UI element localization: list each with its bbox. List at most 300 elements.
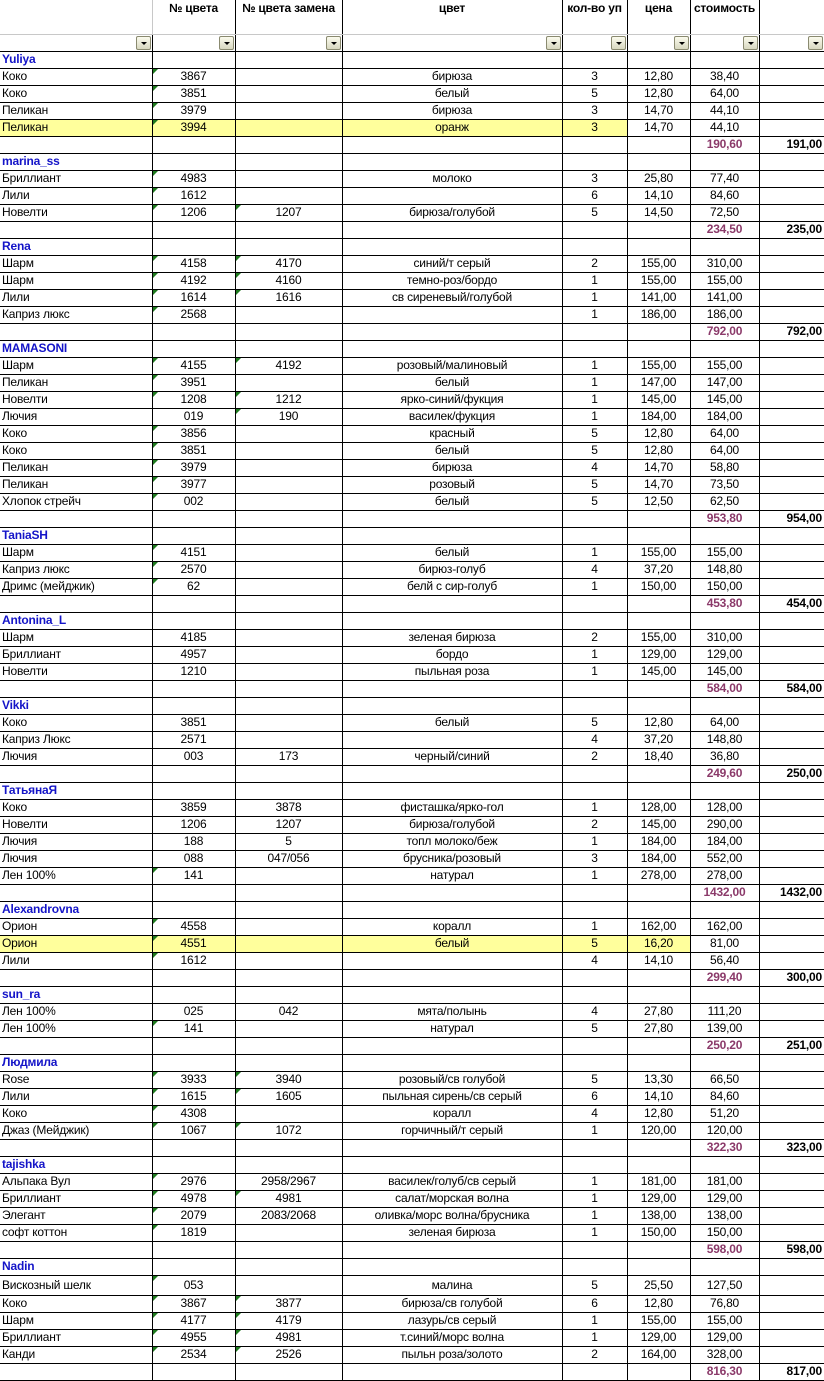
empty-cell[interactable]: [690, 340, 759, 357]
empty-cell[interactable]: [627, 884, 690, 901]
cell-quantity[interactable]: 1: [562, 867, 627, 884]
cell-color[interactable]: бордо: [342, 646, 562, 663]
cell-cost[interactable]: 38,40: [690, 68, 759, 85]
cell-color[interactable]: черный/синий: [342, 748, 562, 765]
empty-cell[interactable]: [562, 1037, 627, 1054]
empty-cell[interactable]: [562, 136, 627, 153]
cell-cost[interactable]: 145,00: [690, 391, 759, 408]
cell-price[interactable]: 12,80: [627, 68, 690, 85]
cell-color-number[interactable]: 3867: [152, 1295, 235, 1312]
empty-cell[interactable]: [152, 340, 235, 357]
cell-color-number[interactable]: 1612: [152, 187, 235, 204]
cell-price[interactable]: 164,00: [627, 1346, 690, 1363]
empty-cell[interactable]: [152, 323, 235, 340]
cell-cost[interactable]: 155,00: [690, 272, 759, 289]
cell-quantity[interactable]: 5: [562, 714, 627, 731]
cell-quantity[interactable]: 2: [562, 816, 627, 833]
cell-replacement-number[interactable]: [235, 306, 342, 323]
cell-cost[interactable]: 150,00: [690, 1224, 759, 1241]
cell-rounded-total[interactable]: [759, 867, 824, 884]
cell-cost[interactable]: 127,50: [690, 1275, 759, 1295]
cell-color-number[interactable]: 025: [152, 1003, 235, 1020]
cell-fabric[interactable]: Коко: [0, 1105, 152, 1122]
cell-color-number[interactable]: 1612: [152, 952, 235, 969]
customer-name[interactable]: tajishka: [0, 1156, 152, 1173]
empty-cell[interactable]: [152, 1258, 235, 1275]
empty-cell[interactable]: [152, 153, 235, 170]
cell-replacement-number[interactable]: [235, 1020, 342, 1037]
cell-cost[interactable]: 184,00: [690, 408, 759, 425]
cell-color[interactable]: пыльная роза: [342, 663, 562, 680]
empty-cell[interactable]: [759, 527, 824, 544]
cell-color[interactable]: розовый: [342, 476, 562, 493]
cell-rounded-total[interactable]: [759, 255, 824, 272]
cell-rounded-total[interactable]: [759, 442, 824, 459]
filter-dropdown-button[interactable]: [219, 36, 234, 50]
cell-cost[interactable]: 155,00: [690, 544, 759, 561]
cell-rounded-total[interactable]: [759, 476, 824, 493]
cell-replacement-number[interactable]: [235, 493, 342, 510]
cell-rounded-total[interactable]: [759, 1088, 824, 1105]
cell-rounded-total[interactable]: [759, 1020, 824, 1037]
empty-cell[interactable]: [562, 323, 627, 340]
empty-cell[interactable]: [235, 697, 342, 714]
cell-color[interactable]: [342, 952, 562, 969]
empty-cell[interactable]: [627, 612, 690, 629]
cell-replacement-number[interactable]: 4192: [235, 357, 342, 374]
group-total-cost[interactable]: 598,00: [690, 1241, 759, 1258]
cell-color[interactable]: мята/полынь: [342, 1003, 562, 1020]
cell-color[interactable]: брусника/розовый: [342, 850, 562, 867]
cell-quantity[interactable]: 4: [562, 1105, 627, 1122]
cell-color-number[interactable]: 1208: [152, 391, 235, 408]
cell-price[interactable]: 150,00: [627, 578, 690, 595]
cell-fabric[interactable]: Шарм: [0, 272, 152, 289]
empty-cell[interactable]: [0, 884, 152, 901]
cell-color-number[interactable]: 1819: [152, 1224, 235, 1241]
cell-color-number[interactable]: 2079: [152, 1207, 235, 1224]
customer-name[interactable]: MAMASONI: [0, 340, 152, 357]
customer-name[interactable]: Yuliya: [0, 51, 152, 68]
cell-quantity[interactable]: 1: [562, 799, 627, 816]
empty-cell[interactable]: [690, 1156, 759, 1173]
cell-replacement-number[interactable]: [235, 731, 342, 748]
empty-cell[interactable]: [342, 51, 562, 68]
group-rounded-total[interactable]: 191,00: [759, 136, 824, 153]
empty-cell[interactable]: [152, 1139, 235, 1156]
cell-color[interactable]: бирюза: [342, 68, 562, 85]
empty-cell[interactable]: [342, 510, 562, 527]
empty-cell[interactable]: [690, 697, 759, 714]
cell-color-number[interactable]: 4192: [152, 272, 235, 289]
cell-replacement-number[interactable]: [235, 935, 342, 952]
cell-color[interactable]: малина: [342, 1275, 562, 1295]
empty-cell[interactable]: [235, 1139, 342, 1156]
cell-cost[interactable]: 139,00: [690, 1020, 759, 1037]
cell-color[interactable]: белый: [342, 544, 562, 561]
cell-color-number[interactable]: 3979: [152, 459, 235, 476]
cell-fabric[interactable]: Лючия: [0, 748, 152, 765]
empty-cell[interactable]: [152, 221, 235, 238]
cell-cost[interactable]: 147,00: [690, 374, 759, 391]
cell-rounded-total[interactable]: [759, 1329, 824, 1346]
cell-color-number[interactable]: 4185: [152, 629, 235, 646]
cell-cost[interactable]: 552,00: [690, 850, 759, 867]
cell-cost[interactable]: 111,20: [690, 1003, 759, 1020]
cell-price[interactable]: 129,00: [627, 1190, 690, 1207]
cell-color-number[interactable]: 1614: [152, 289, 235, 306]
empty-cell[interactable]: [562, 612, 627, 629]
cell-replacement-number[interactable]: 1207: [235, 816, 342, 833]
empty-cell[interactable]: [235, 1156, 342, 1173]
cell-color-number[interactable]: 3851: [152, 85, 235, 102]
group-total-cost[interactable]: 250,20: [690, 1037, 759, 1054]
cell-color[interactable]: пыльн роза/золото: [342, 1346, 562, 1363]
cell-fabric[interactable]: Альпака Вул: [0, 1173, 152, 1190]
cell-fabric[interactable]: Новелти: [0, 663, 152, 680]
empty-cell[interactable]: [235, 782, 342, 799]
empty-cell[interactable]: [690, 901, 759, 918]
cell-color[interactable]: ярко-синий/фукция: [342, 391, 562, 408]
cell-fabric[interactable]: Rose: [0, 1071, 152, 1088]
empty-cell[interactable]: [562, 595, 627, 612]
cell-cost[interactable]: 76,80: [690, 1295, 759, 1312]
cell-quantity[interactable]: 1: [562, 578, 627, 595]
cell-quantity[interactable]: 2: [562, 748, 627, 765]
group-rounded-total[interactable]: 1432,00: [759, 884, 824, 901]
empty-cell[interactable]: [235, 153, 342, 170]
cell-color-number[interactable]: 4551: [152, 935, 235, 952]
empty-cell[interactable]: [627, 136, 690, 153]
cell-color[interactable]: белый: [342, 935, 562, 952]
empty-cell[interactable]: [627, 340, 690, 357]
cell-replacement-number[interactable]: [235, 119, 342, 136]
empty-cell[interactable]: [152, 1054, 235, 1071]
cell-cost[interactable]: 73,50: [690, 476, 759, 493]
cell-color[interactable]: бирюза/голубой: [342, 204, 562, 221]
cell-price[interactable]: 155,00: [627, 255, 690, 272]
cell-rounded-total[interactable]: [759, 1122, 824, 1139]
cell-price[interactable]: 155,00: [627, 544, 690, 561]
cell-quantity[interactable]: 3: [562, 68, 627, 85]
cell-cost[interactable]: 77,40: [690, 170, 759, 187]
empty-cell[interactable]: [235, 765, 342, 782]
cell-rounded-total[interactable]: [759, 748, 824, 765]
cell-price[interactable]: 14,70: [627, 102, 690, 119]
cell-price[interactable]: 12,80: [627, 442, 690, 459]
cell-rounded-total[interactable]: [759, 935, 824, 952]
group-rounded-total[interactable]: 235,00: [759, 221, 824, 238]
group-total-cost[interactable]: 249,60: [690, 765, 759, 782]
cell-replacement-number[interactable]: [235, 459, 342, 476]
cell-price[interactable]: 12,80: [627, 1105, 690, 1122]
empty-cell[interactable]: [235, 1363, 342, 1380]
empty-cell[interactable]: [152, 765, 235, 782]
empty-cell[interactable]: [627, 1037, 690, 1054]
cell-rounded-total[interactable]: [759, 170, 824, 187]
cell-color[interactable]: белй с сир-голуб: [342, 578, 562, 595]
cell-rounded-total[interactable]: [759, 561, 824, 578]
cell-fabric[interactable]: Бриллиант: [0, 1329, 152, 1346]
empty-cell[interactable]: [235, 680, 342, 697]
cell-price[interactable]: 155,00: [627, 357, 690, 374]
cell-quantity[interactable]: 5: [562, 425, 627, 442]
cell-rounded-total[interactable]: [759, 1173, 824, 1190]
cell-rounded-total[interactable]: [759, 663, 824, 680]
empty-cell[interactable]: [152, 595, 235, 612]
empty-cell[interactable]: [627, 1054, 690, 1071]
cell-quantity[interactable]: 4: [562, 731, 627, 748]
cell-price[interactable]: 16,20: [627, 935, 690, 952]
cell-color-number[interactable]: 62: [152, 578, 235, 595]
empty-cell[interactable]: [235, 221, 342, 238]
cell-fabric[interactable]: Джаз (Мейджик): [0, 1122, 152, 1139]
empty-cell[interactable]: [342, 969, 562, 986]
empty-cell[interactable]: [627, 697, 690, 714]
cell-fabric[interactable]: Вискозный шелк: [0, 1275, 152, 1295]
cell-price[interactable]: 128,00: [627, 799, 690, 816]
cell-rounded-total[interactable]: [759, 1003, 824, 1020]
empty-cell[interactable]: [627, 1156, 690, 1173]
cell-color[interactable]: бирюза/голубой: [342, 816, 562, 833]
empty-cell[interactable]: [152, 782, 235, 799]
cell-quantity[interactable]: 2: [562, 629, 627, 646]
cell-cost[interactable]: 128,00: [690, 799, 759, 816]
group-rounded-total[interactable]: 584,00: [759, 680, 824, 697]
cell-cost[interactable]: 56,40: [690, 952, 759, 969]
empty-cell[interactable]: [152, 1363, 235, 1380]
empty-cell[interactable]: [759, 238, 824, 255]
cell-replacement-number[interactable]: 3877: [235, 1295, 342, 1312]
cell-color[interactable]: бирюз-голуб: [342, 561, 562, 578]
cell-replacement-number[interactable]: [235, 714, 342, 731]
cell-fabric[interactable]: Пеликан: [0, 374, 152, 391]
empty-cell[interactable]: [342, 884, 562, 901]
empty-cell[interactable]: [235, 901, 342, 918]
cell-color[interactable]: зеленая бирюза: [342, 629, 562, 646]
cell-fabric[interactable]: софт коттон: [0, 1224, 152, 1241]
cell-price[interactable]: 37,20: [627, 561, 690, 578]
cell-replacement-number[interactable]: [235, 1275, 342, 1295]
empty-cell[interactable]: [759, 901, 824, 918]
cell-price[interactable]: 162,00: [627, 918, 690, 935]
cell-rounded-total[interactable]: [759, 1346, 824, 1363]
cell-rounded-total[interactable]: [759, 493, 824, 510]
cell-color-number[interactable]: 1615: [152, 1088, 235, 1105]
group-total-cost[interactable]: 1432,00: [690, 884, 759, 901]
empty-cell[interactable]: [759, 782, 824, 799]
empty-cell[interactable]: [627, 595, 690, 612]
cell-quantity[interactable]: 2: [562, 255, 627, 272]
cell-quantity[interactable]: 1: [562, 357, 627, 374]
cell-quantity[interactable]: 5: [562, 1020, 627, 1037]
cell-cost[interactable]: 155,00: [690, 357, 759, 374]
empty-cell[interactable]: [562, 238, 627, 255]
cell-price[interactable]: 13,30: [627, 1071, 690, 1088]
empty-cell[interactable]: [235, 884, 342, 901]
cell-fabric[interactable]: Канди: [0, 1346, 152, 1363]
cell-color[interactable]: красный: [342, 425, 562, 442]
cell-color-number[interactable]: 4957: [152, 646, 235, 663]
group-rounded-total[interactable]: 954,00: [759, 510, 824, 527]
group-total-cost[interactable]: 234,50: [690, 221, 759, 238]
cell-fabric[interactable]: Лили: [0, 187, 152, 204]
filter-dropdown-button[interactable]: [136, 36, 151, 50]
empty-cell[interactable]: [235, 510, 342, 527]
empty-cell[interactable]: [627, 51, 690, 68]
cell-price[interactable]: 14,10: [627, 187, 690, 204]
cell-color[interactable]: розовый/св голубой: [342, 1071, 562, 1088]
cell-price[interactable]: 12,80: [627, 85, 690, 102]
cell-rounded-total[interactable]: [759, 187, 824, 204]
cell-color[interactable]: темно-роз/бордо: [342, 272, 562, 289]
empty-cell[interactable]: [0, 323, 152, 340]
cell-quantity[interactable]: 5: [562, 493, 627, 510]
empty-cell[interactable]: [342, 1037, 562, 1054]
cell-color-number[interactable]: 3951: [152, 374, 235, 391]
cell-quantity[interactable]: 1: [562, 1329, 627, 1346]
cell-price[interactable]: 25,50: [627, 1275, 690, 1295]
empty-cell[interactable]: [235, 1258, 342, 1275]
cell-replacement-number[interactable]: 1072: [235, 1122, 342, 1139]
cell-cost[interactable]: 290,00: [690, 816, 759, 833]
customer-name[interactable]: Antonina_L: [0, 612, 152, 629]
cell-fabric[interactable]: Шарм: [0, 544, 152, 561]
cell-quantity[interactable]: 6: [562, 1088, 627, 1105]
cell-quantity[interactable]: 1: [562, 289, 627, 306]
empty-cell[interactable]: [759, 612, 824, 629]
empty-cell[interactable]: [342, 612, 562, 629]
empty-cell[interactable]: [342, 1054, 562, 1071]
cell-quantity[interactable]: 3: [562, 850, 627, 867]
cell-cost[interactable]: 120,00: [690, 1122, 759, 1139]
group-rounded-total[interactable]: 598,00: [759, 1241, 824, 1258]
cell-quantity[interactable]: 1: [562, 1207, 627, 1224]
cell-cost[interactable]: 44,10: [690, 119, 759, 136]
empty-cell[interactable]: [342, 153, 562, 170]
cell-rounded-total[interactable]: [759, 289, 824, 306]
cell-cost[interactable]: 84,60: [690, 187, 759, 204]
empty-cell[interactable]: [235, 1037, 342, 1054]
cell-quantity[interactable]: 5: [562, 1071, 627, 1088]
empty-cell[interactable]: [562, 1363, 627, 1380]
cell-replacement-number[interactable]: 4981: [235, 1329, 342, 1346]
empty-cell[interactable]: [690, 51, 759, 68]
cell-color-number[interactable]: 088: [152, 850, 235, 867]
cell-quantity[interactable]: 1: [562, 663, 627, 680]
cell-price[interactable]: 145,00: [627, 816, 690, 833]
group-total-cost[interactable]: 953,80: [690, 510, 759, 527]
cell-color-number[interactable]: 188: [152, 833, 235, 850]
cell-color[interactable]: белый: [342, 374, 562, 391]
cell-replacement-number[interactable]: 047/056: [235, 850, 342, 867]
empty-cell[interactable]: [342, 901, 562, 918]
empty-cell[interactable]: [627, 765, 690, 782]
empty-cell[interactable]: [562, 1241, 627, 1258]
cell-fabric[interactable]: Коко: [0, 799, 152, 816]
empty-cell[interactable]: [0, 969, 152, 986]
empty-cell[interactable]: [690, 782, 759, 799]
empty-cell[interactable]: [342, 1241, 562, 1258]
cell-color-number[interactable]: 3859: [152, 799, 235, 816]
cell-color-number[interactable]: 053: [152, 1275, 235, 1295]
empty-cell[interactable]: [562, 153, 627, 170]
cell-replacement-number[interactable]: 190: [235, 408, 342, 425]
cell-cost[interactable]: 148,80: [690, 561, 759, 578]
empty-cell[interactable]: [759, 697, 824, 714]
cell-color[interactable]: горчичный/т серый: [342, 1122, 562, 1139]
empty-cell[interactable]: [690, 527, 759, 544]
empty-cell[interactable]: [342, 340, 562, 357]
cell-quantity[interactable]: 1: [562, 1122, 627, 1139]
cell-color-number[interactable]: 4177: [152, 1312, 235, 1329]
cell-price[interactable]: 14,10: [627, 1088, 690, 1105]
cell-quantity[interactable]: 5: [562, 476, 627, 493]
cell-color[interactable]: бирюза: [342, 459, 562, 476]
cell-quantity[interactable]: 5: [562, 1275, 627, 1295]
cell-replacement-number[interactable]: [235, 476, 342, 493]
cell-quantity[interactable]: 1: [562, 374, 627, 391]
cell-quantity[interactable]: 1: [562, 646, 627, 663]
empty-cell[interactable]: [627, 510, 690, 527]
cell-color-number[interactable]: 2534: [152, 1346, 235, 1363]
empty-cell[interactable]: [0, 1363, 152, 1380]
cell-fabric[interactable]: Новелти: [0, 816, 152, 833]
cell-color-number[interactable]: 3933: [152, 1071, 235, 1088]
cell-replacement-number[interactable]: [235, 646, 342, 663]
cell-price[interactable]: 141,00: [627, 289, 690, 306]
cell-rounded-total[interactable]: [759, 952, 824, 969]
empty-cell[interactable]: [759, 153, 824, 170]
cell-cost[interactable]: 44,10: [690, 102, 759, 119]
cell-color-number[interactable]: 2568: [152, 306, 235, 323]
empty-cell[interactable]: [342, 765, 562, 782]
empty-cell[interactable]: [627, 969, 690, 986]
cell-rounded-total[interactable]: [759, 816, 824, 833]
cell-price[interactable]: 14,70: [627, 476, 690, 493]
cell-quantity[interactable]: 3: [562, 119, 627, 136]
cell-cost[interactable]: 66,50: [690, 1071, 759, 1088]
cell-rounded-total[interactable]: [759, 408, 824, 425]
empty-cell[interactable]: [342, 1156, 562, 1173]
cell-color[interactable]: топл молоко/беж: [342, 833, 562, 850]
cell-quantity[interactable]: 3: [562, 102, 627, 119]
cell-quantity[interactable]: 1: [562, 918, 627, 935]
cell-quantity[interactable]: 1: [562, 391, 627, 408]
cell-color-number[interactable]: 019: [152, 408, 235, 425]
cell-cost[interactable]: 181,00: [690, 1173, 759, 1190]
cell-color-number[interactable]: 4978: [152, 1190, 235, 1207]
cell-quantity[interactable]: 1: [562, 408, 627, 425]
cell-cost[interactable]: 62,50: [690, 493, 759, 510]
cell-fabric[interactable]: Пеликан: [0, 102, 152, 119]
customer-name[interactable]: Nadin: [0, 1258, 152, 1275]
cell-cost[interactable]: 148,80: [690, 731, 759, 748]
empty-cell[interactable]: [562, 884, 627, 901]
cell-quantity[interactable]: 4: [562, 1003, 627, 1020]
cell-replacement-number[interactable]: [235, 867, 342, 884]
cell-color-number[interactable]: 4983: [152, 170, 235, 187]
cell-replacement-number[interactable]: 5: [235, 833, 342, 850]
cell-price[interactable]: 186,00: [627, 306, 690, 323]
empty-cell[interactable]: [0, 1037, 152, 1054]
empty-cell[interactable]: [562, 986, 627, 1003]
cell-color-number[interactable]: 4308: [152, 1105, 235, 1122]
cell-price[interactable]: 27,80: [627, 1003, 690, 1020]
cell-rounded-total[interactable]: [759, 119, 824, 136]
cell-replacement-number[interactable]: 2526: [235, 1346, 342, 1363]
empty-cell[interactable]: [759, 340, 824, 357]
